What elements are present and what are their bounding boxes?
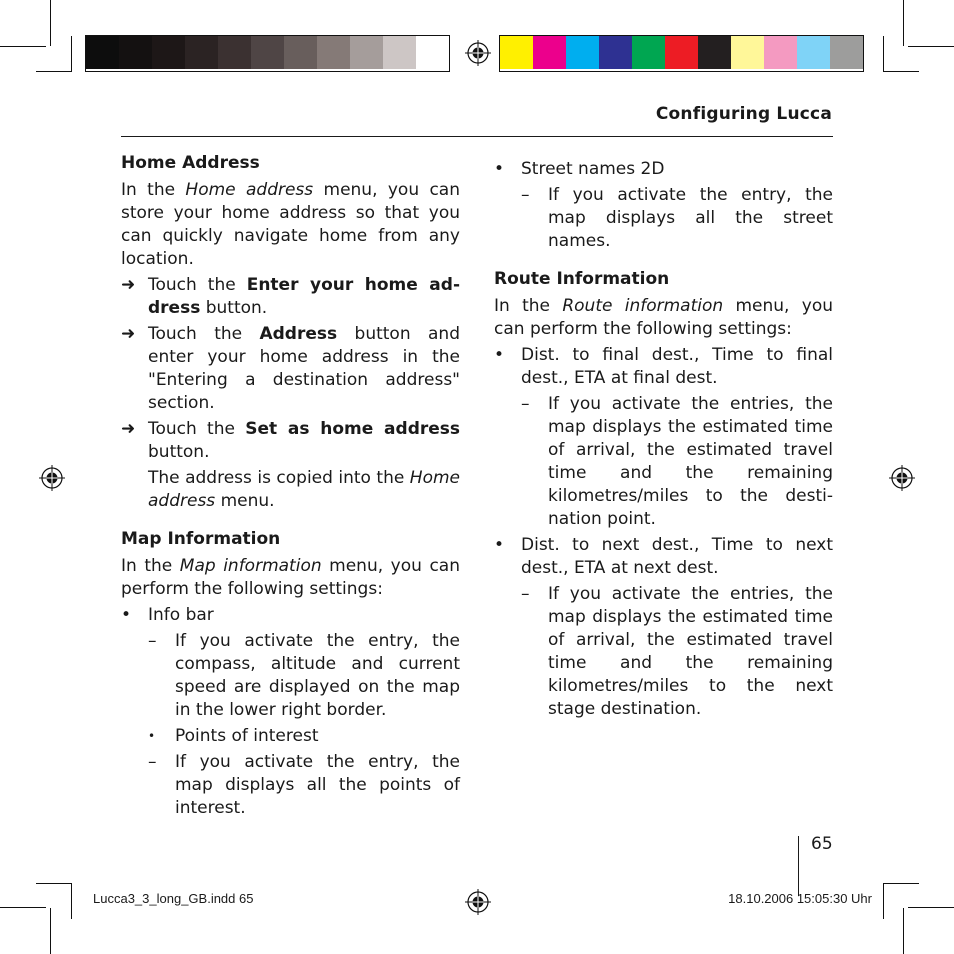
crop-mark bbox=[903, 0, 904, 46]
result-note: The address is copied into the Home address menu. bbox=[148, 468, 460, 511]
crop-mark bbox=[71, 36, 72, 72]
color-swatch bbox=[566, 36, 599, 69]
crop-mark bbox=[50, 0, 51, 46]
color-swatch bbox=[698, 36, 731, 69]
dash-icon: – bbox=[148, 752, 157, 772]
instruction-step: ➜ Touch the Set as home address button. bbox=[121, 419, 461, 462]
crop-mark bbox=[0, 907, 46, 908]
crop-mark bbox=[50, 908, 51, 954]
color-swatch bbox=[251, 36, 284, 69]
color-swatch bbox=[350, 36, 383, 69]
dash-icon: – bbox=[148, 631, 157, 651]
list-item: • Dist. to next dest., Time to next dest., ETA at next dest. bbox=[494, 535, 833, 578]
color-swatch bbox=[383, 36, 416, 69]
section-heading: Map Information bbox=[121, 529, 281, 549]
list-item-description: – If you activate the entry, the map displays all the street names. bbox=[521, 185, 833, 251]
map-information-continued bbox=[494, 158, 833, 253]
crop-mark bbox=[908, 46, 954, 47]
arrow-right-icon: ➜ bbox=[121, 324, 136, 344]
page-header-title: Configuring Lucca bbox=[655, 104, 832, 124]
dash-icon: – bbox=[521, 185, 530, 205]
footer-filename: Lucca3_3_long_GB.indd 65 bbox=[93, 891, 254, 906]
color-swatch bbox=[86, 36, 119, 69]
page-number: 65 bbox=[811, 834, 833, 854]
color-swatch bbox=[599, 36, 632, 69]
instruction-step: ➜ Touch the Enter your home ad-dress button. bbox=[121, 275, 461, 318]
bullet-icon: • bbox=[148, 729, 156, 743]
color-swatch bbox=[317, 36, 350, 69]
sub-list-item: • Points of interest bbox=[148, 726, 319, 746]
color-swatch bbox=[119, 36, 152, 69]
color-swatch bbox=[218, 36, 251, 69]
crop-mark bbox=[883, 71, 919, 72]
home-address-section bbox=[121, 152, 460, 513]
registration-mark-icon bbox=[465, 889, 491, 915]
page-number-divider bbox=[798, 836, 799, 896]
crop-mark bbox=[36, 71, 72, 72]
paragraph: In the Home address menu, you can store your home address so that you can quickly navigate home from any location. bbox=[121, 180, 460, 269]
registration-mark-icon bbox=[889, 465, 915, 491]
crop-mark bbox=[71, 883, 72, 919]
color-swatch bbox=[665, 36, 698, 69]
crop-mark bbox=[903, 908, 904, 954]
list-item-description: – If you activate the entries, the map displays the estimated time of arrival, the estimated travel time and the remaining kilometres/miles to the desti-nation point. bbox=[521, 394, 833, 529]
color-swatch bbox=[830, 36, 863, 69]
color-swatch bbox=[284, 36, 317, 69]
color-swatch bbox=[533, 36, 566, 69]
crop-mark bbox=[0, 46, 46, 47]
bullet-icon: • bbox=[121, 605, 132, 625]
paragraph: In the Map information menu, you can perform the following settings: bbox=[121, 556, 460, 599]
footer-timestamp: 18.10.2006 15:05:30 Uhr bbox=[728, 891, 872, 906]
instruction-step: ➜ Touch the Address button and enter your home address in the "Entering a destination address" section. bbox=[121, 324, 460, 413]
crop-mark bbox=[883, 883, 884, 919]
color-swatch bbox=[731, 36, 764, 69]
color-swatch bbox=[764, 36, 797, 69]
list-item-description: – If you activate the entry, the compass, altitude and current speed are displayed on the map in the lower right border. bbox=[148, 631, 460, 720]
crop-mark bbox=[36, 883, 72, 884]
color-swatch bbox=[416, 36, 449, 69]
dash-icon: – bbox=[521, 394, 530, 414]
right-column bbox=[494, 158, 833, 736]
bullet-icon: • bbox=[494, 345, 505, 365]
color-swatch bbox=[185, 36, 218, 69]
section-heading: Route Information bbox=[494, 269, 670, 289]
crop-mark bbox=[908, 907, 954, 908]
registration-mark-icon bbox=[39, 465, 65, 491]
crop-mark bbox=[883, 36, 884, 72]
process-color-bar bbox=[499, 35, 864, 72]
arrow-right-icon: ➜ bbox=[121, 419, 136, 439]
color-swatch bbox=[632, 36, 665, 69]
paragraph: In the Route information menu, you can perform the following settings: bbox=[494, 296, 834, 339]
crop-mark bbox=[883, 883, 919, 884]
list-item-description: – If you activate the entry, the map displays all the points of interest. bbox=[148, 752, 460, 818]
dash-icon: – bbox=[521, 584, 530, 604]
header-divider bbox=[121, 136, 833, 137]
color-swatch bbox=[797, 36, 830, 69]
bullet-icon: • bbox=[494, 159, 505, 179]
route-information-section bbox=[494, 268, 833, 721]
grayscale-color-bar bbox=[85, 35, 450, 72]
bullet-icon: • bbox=[494, 535, 505, 555]
color-swatch bbox=[152, 36, 185, 69]
arrow-right-icon: ➜ bbox=[121, 275, 136, 295]
registration-mark-icon bbox=[465, 40, 491, 66]
list-item: • Street names 2D bbox=[494, 159, 665, 179]
section-heading: Home Address bbox=[121, 153, 260, 173]
list-item-description: – If you activate the entries, the map displays the estimated time of arrival, the estimated travel time and the remaining kilometres/miles to the next stage destination. bbox=[521, 584, 833, 719]
color-swatch bbox=[500, 36, 533, 69]
map-information-section bbox=[121, 528, 460, 820]
list-item: • Info bar bbox=[121, 605, 214, 625]
list-item: • Dist. to final dest., Time to final dest., ETA at final dest. bbox=[494, 345, 833, 388]
left-column bbox=[121, 152, 460, 835]
